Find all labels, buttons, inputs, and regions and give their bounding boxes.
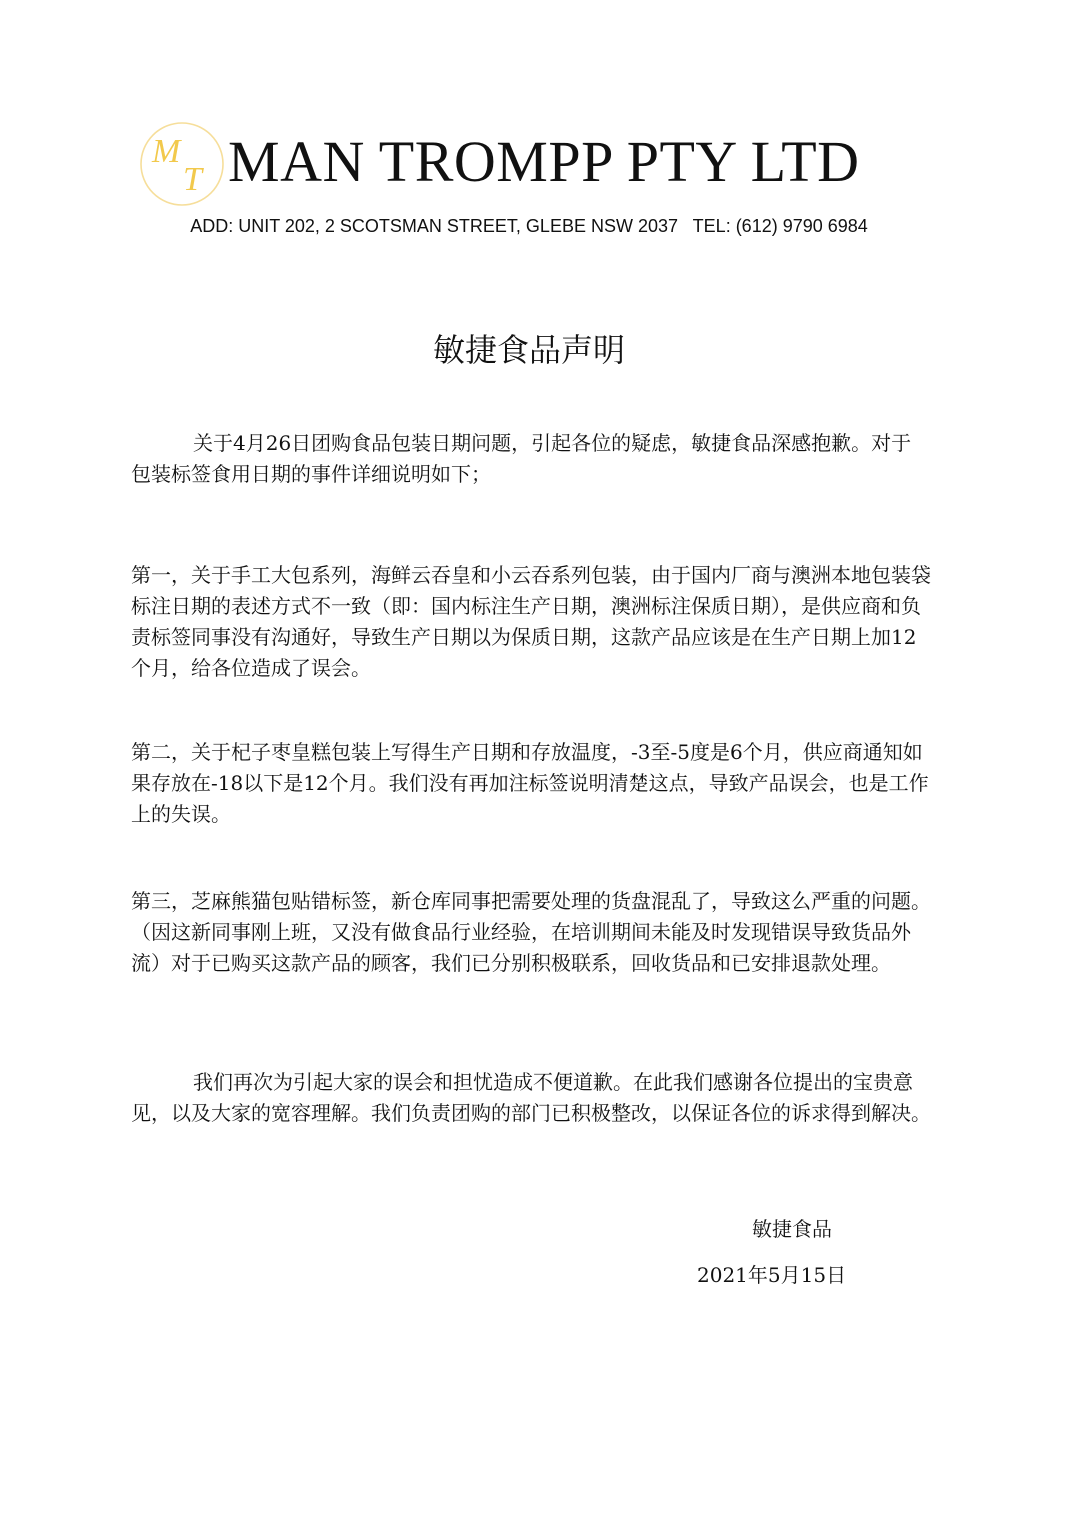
point-three-paragraph: 第三，芝麻熊猫包贴错标签，新仓库同事把需要处理的货盘混乱了，导致这么严重的问题。（因这新同事刚上班，又没有做食品行业经验，在培训期间未能及时发现错误导致货品外流）对于已购买这款产品的顾客，我们已分别积极联系，回收货品和已安排退款处理。 <box>131 889 931 975</box>
closing-paragraph: 我们再次为引起大家的误会和担忧造成不便道歉。在此我们感谢各位提出的宝贵意见，以及大家的宽容理解。我们负责团购的部门已积极整改，以保证各位的诉求得到解决。 <box>131 1070 931 1125</box>
intro-paragraph: 关于4月26日团购食品包装日期问题，引起各位的疑虑，敏捷食品深感抱歉。对于包装标签食用日期的事件详细说明如下； <box>131 431 912 486</box>
company-address: ADD: UNIT 202, 2 SCOTSMAN STREET, GLEBE NSW 2037 TEL: (612) 9790 6984 <box>190 216 868 236</box>
svg-text:T: T <box>183 161 202 198</box>
document-title: 敏捷食品声明 <box>432 331 625 369</box>
signature-name: 敏捷食品 <box>752 1217 832 1241</box>
svg-text:M: M <box>152 133 181 170</box>
point-one-paragraph: 第一，关于手工大包系列，海鲜云吞皇和小云吞系列包装，由于国内厂商与澳洲本地包装袋标注日期的表述方式不一致（即：国内标注生产日期，澳洲标注保质日期），是供应商和负责标签同事没有沟通好，导致生产日期以为保质日期，这款产品应该是在生产日期上加12个月，给各位造成了误会。 <box>131 563 931 680</box>
company-name: MAN TROMPP PTY LTD <box>228 129 860 194</box>
mt-monogram-logo <box>138 120 226 208</box>
signature-date: 2021年5月15日 <box>697 1263 847 1287</box>
point-two-paragraph: 第二，关于杞子枣皇糕包装上写得生产日期和存放温度，-3至-5度是6个月，供应商通知如果存放在-18以下是12个月。我们没有再加注标签说明清楚这点，导致产品误会，也是工作上的失误。 <box>131 740 929 826</box>
